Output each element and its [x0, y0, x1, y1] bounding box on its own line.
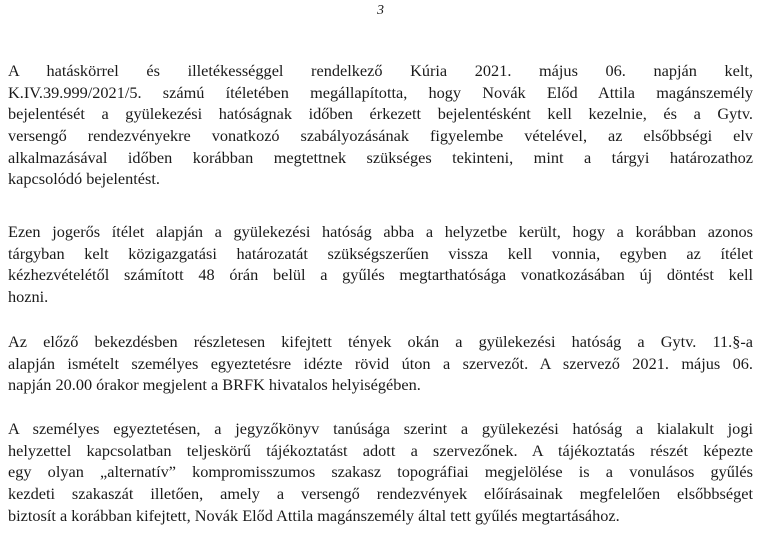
paragraph-summons: [8, 331, 753, 396]
paragraph-line: biztosít a korábban kifejtett, Novák Előd Attila magánszemély által tett gyűlés megtartásához.: [8, 505, 620, 525]
paragraph-final-judgment: [8, 221, 753, 308]
page-number: 3: [377, 3, 384, 18]
paragraph-line: alkalmazásával időben korábban megtettnek szükséges tekinteni, mint a tárgyi határozathoz: [8, 147, 753, 167]
paragraph-line: egy olyan „alternatív” kompromisszumos szakasz topográfiai megjelölése is a vonulásos gyűlés: [8, 462, 753, 482]
paragraph-line: K.IV.39.999/2021/5. számú ítéletében megállapította, hogy Novák Előd Attila magánszemély: [8, 82, 753, 102]
paragraph-line: versengő rendezvényekre vonatkozó szabályozásának figyelembe vételével, az elsőbbségi elv: [8, 126, 753, 146]
paragraph-line: helyzettel kapcsolatban teljeskörű tájékoztatást adott a szervezőnek. A tájékoztatás részét képezte: [8, 440, 753, 460]
paragraph-line: kapcsolódó bejelentést.: [8, 169, 160, 189]
paragraph-personal-consultation: [8, 418, 753, 526]
paragraph-line: hozni.: [8, 287, 49, 307]
paragraph-line: alapján ismételt személyes egyeztetésre idézte rövid úton a szervezőt. A szervező 2021. május 06.: [8, 353, 753, 373]
paragraph-kuria-ruling: [8, 60, 753, 190]
paragraph-line: A személyes egyeztetésen, a jegyzőkönyv tanúsága szerint a gyülekezési hatóság a kialakult jogi: [8, 419, 753, 438]
paragraph-line: bejelentését a gyülekezési hatóságnak időben érkezett bejelentésként kell kezelnie, és a Gytv.: [8, 104, 753, 124]
paragraph-line: A hatáskörrel és illetékességgel rendelkező Kúria 2021. május 06. napján kelt,: [8, 61, 753, 80]
paragraph-line: tárgyban kelt közigazgatási határozatát szükségszerűen vissza kell vonnia, egyben az ítélet: [8, 243, 753, 263]
paragraph-line: Ezen jogerős ítélet alapján a gyülekezési hatóság abba a helyzetbe került, hogy a korábban azonos: [8, 222, 753, 241]
paragraph-line: napján 20.00 órakor megjelent a BRFK hivatalos helyiségében.: [8, 375, 421, 395]
paragraph-line: kézhezvételétől számított 48 órán belül a gyűlés megtarthatósága vonatkozásában új döntést kell: [8, 265, 753, 285]
paragraph-line: Az előző bekezdésben részletesen kifejtett tények okán a gyülekezési hatóság a Gytv. 11.§-a: [8, 332, 753, 351]
paragraph-line: kezdeti szakaszát illetően, amely a versengő rendezvények előírásainak megfelelően elsőbbséget: [8, 484, 753, 504]
